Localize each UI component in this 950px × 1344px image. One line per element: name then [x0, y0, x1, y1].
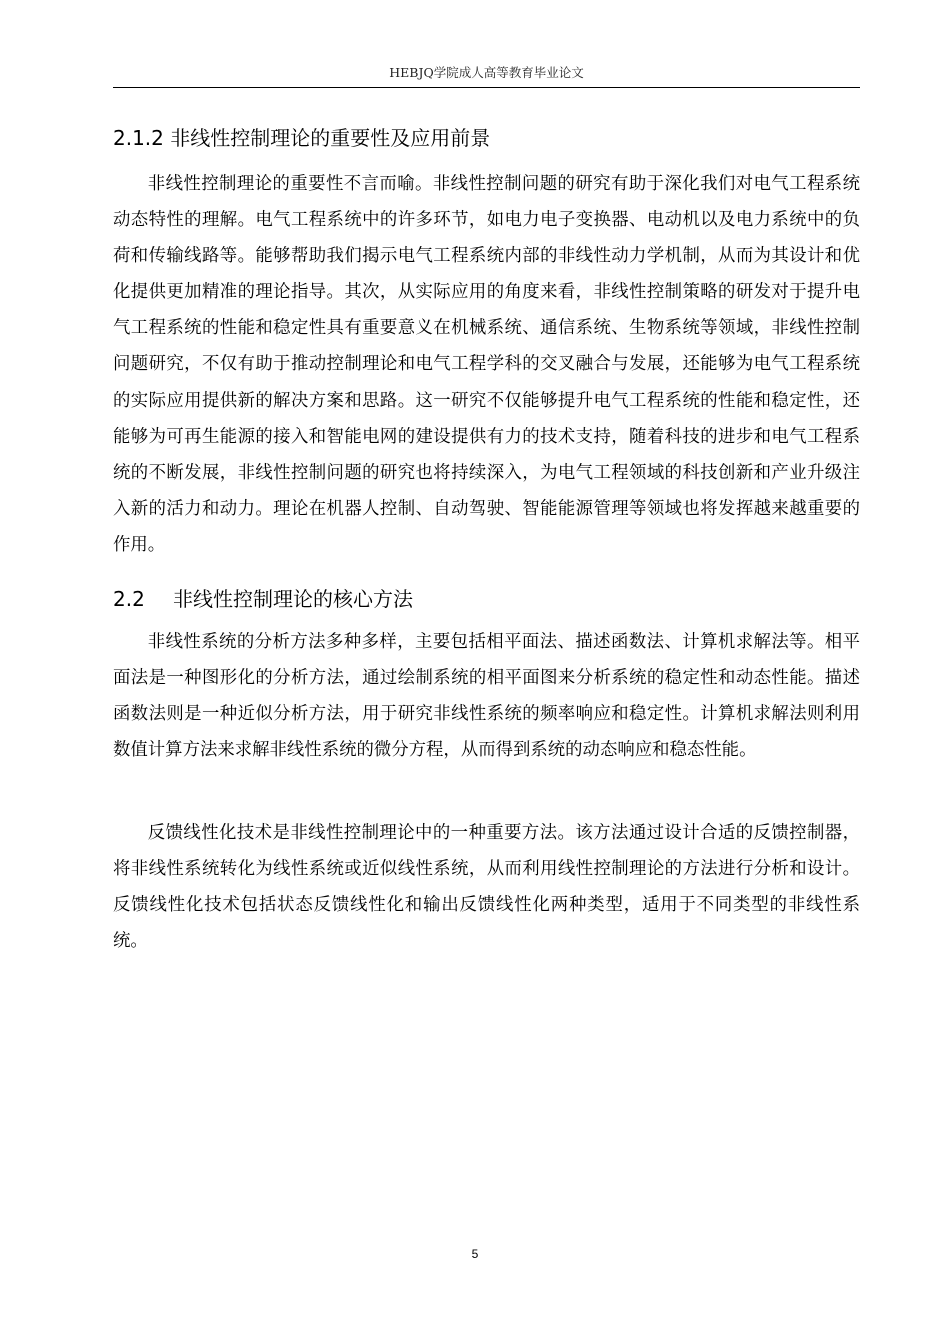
section-number: 2.2: [113, 587, 145, 611]
paragraph: 非线性系统的分析方法多种多样，主要包括相平面法、描述函数法、计算机求解法等。相平面法是一种图形化的分析方法，通过绘制系统的相平面图来分析系统的稳定性和动态性能。描述函数法则是一种近似分析方法，用于研究非线性系统的频率响应和稳定性。计算机求解法则利用数值计算方法来求解非线性系统的微分方程，从而得到系统的动态响应和稳态性能。: [113, 632, 860, 761]
page-number: 5: [471, 1247, 479, 1261]
section-number: 2.1.2: [113, 126, 164, 150]
header-rule: [113, 87, 860, 88]
section-title: 非线性控制理论的核心方法: [173, 587, 413, 611]
page-header: HEBJQ学院成人高等教育毕业论文: [389, 65, 584, 80]
section-title: 非线性控制理论的重要性及应用前景: [170, 126, 491, 150]
section-heading-2-1-2: [113, 124, 490, 152]
paragraph: 反馈线性化技术是非线性控制理论中的一种重要方法。该方法通过设计合适的反馈控制器，将非线性系统转化为线性系统或近似线性系统，从而利用线性控制理论的方法进行分析和设计。反馈线性化技术包括状态反馈线性化和输出反馈线性化两种类型，适用于不同类型的非线性系统。: [113, 823, 860, 952]
paragraph: 非线性控制理论的重要性不言而喻。非线性控制问题的研究有助于深化我们对电气工程系统动态特性的理解。电气工程系统中的许多环节，如电力电子变换器、电动机以及电力系统中的负荷和传输线路等。能够帮助我们揭示电气工程系统内部的非线性动力学机制，从而为其设计和优化提供更加精准的理论指导。其次，从实际应用的角度来看，非线性控制策略的研发对于提升电气工程系统的性能和稳定性具有重要意义在机械系统、通信系统、生物系统等领域，非线性控制问题研究，不仅有助于推动控制理论和电气工程学科的交叉融合与发展，还能够为电气工程系统的实际应用提供新的解决方案和思路。这一研究不仅能够提升电气工程系统的性能和稳定性，还能够为可再生能源的接入和智能电网的建设提供有力的技术支持，随着科技的进步和电气工程系统的不断发展，非线性控制问题的研究也将持续深入，为电气工程领域的科技创新和产业升级注入新的活力和动力。理论在机器人控制、自动驾驶、智能能源管理等领域也将发挥越来越重要的作用。: [113, 174, 860, 555]
section-heading-2-2: [113, 585, 413, 613]
